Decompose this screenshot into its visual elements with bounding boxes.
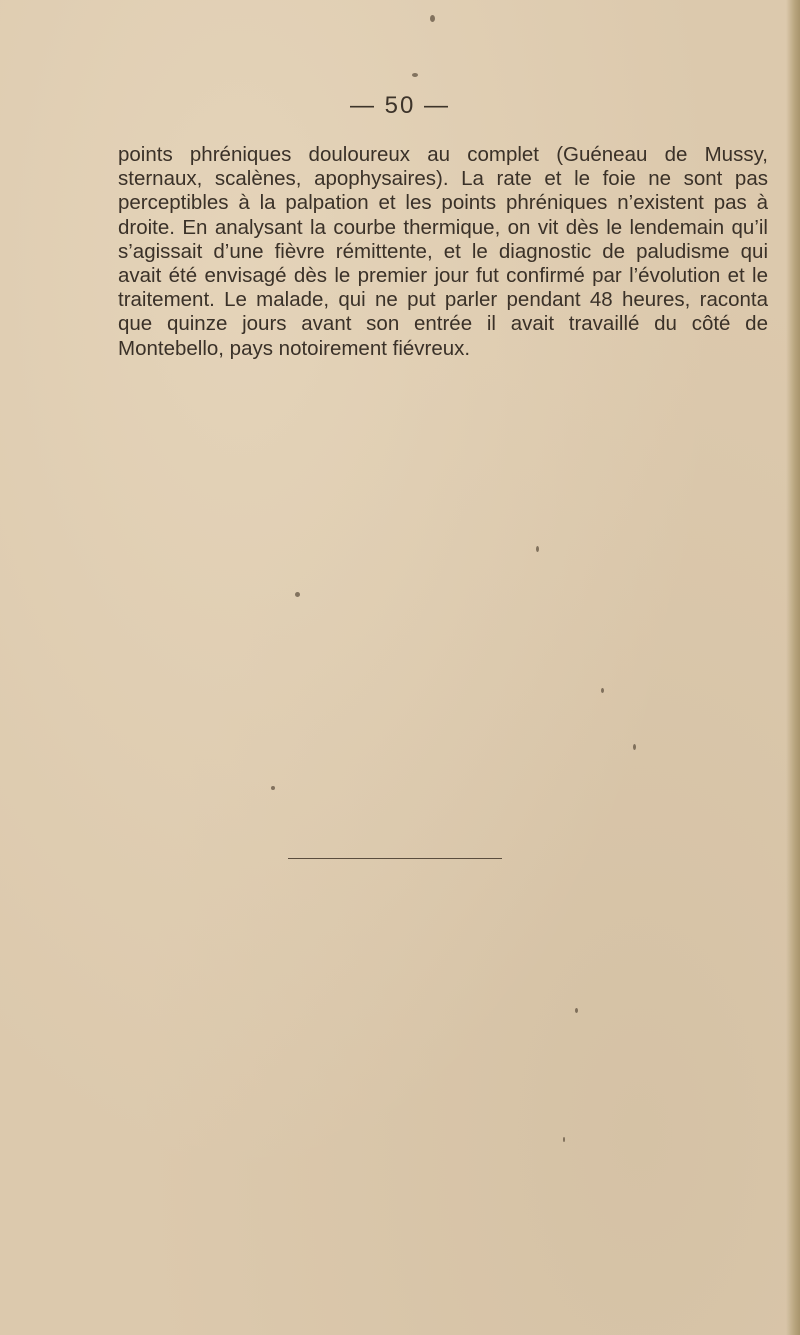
paper-speck [536,546,539,552]
paper-speck [430,15,435,22]
page-number: — 50 — [349,92,451,119]
paper-speck [271,786,275,790]
paper-speck [575,1008,578,1013]
page-edge-shadow [786,0,800,1335]
body-paragraph: points phréniques douloureux au complet (Guéneau de Mussy, sternaux, scalènes, apophysaires). La rate et le foie ne sont pas perceptibles à la palpation et les points phréniques n’existent pas à droite. En analysant la courbe thermique, on vit dès le lendemain qu’il s’agissait d’une fièvre rémittente, et le diagnostic de paludisme qui avait été envisagé dès le premier jour fut confirmé par l’évolution et le traitement. Le malade, qui ne put parler pendant 48 heures, raconta que quinze jours avant son entrée il avait travaillé du côté de Montebello, pays notoirement fiévreux. [118,143,768,360]
paper-speck [633,744,636,750]
section-divider [288,858,502,859]
paper-speck [412,73,418,77]
paper-speck [563,1137,565,1142]
paper-speck [601,688,604,693]
paper-speck [295,592,300,597]
